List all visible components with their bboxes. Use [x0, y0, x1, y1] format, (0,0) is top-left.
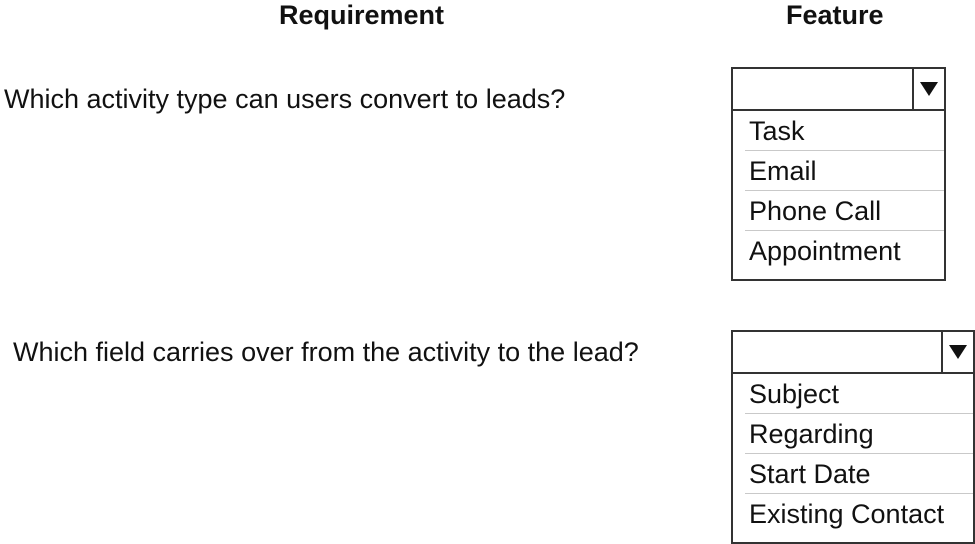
triangle-down-icon	[949, 345, 967, 359]
dropdown-toggle-button[interactable]	[912, 69, 944, 109]
requirement-header: Requirement	[279, 0, 445, 30]
question-2-text: Which field carries over from the activity to the lead?	[13, 337, 639, 367]
dropdown-option-start-date[interactable]: Start Date	[745, 454, 973, 494]
dropdown-option-existing-contact[interactable]: Existing Contact	[749, 499, 945, 529]
dropdown-option-regarding[interactable]: Regarding	[745, 414, 973, 454]
activity-type-dropdown[interactable]	[731, 67, 946, 281]
dropdown-option-subject[interactable]: Subject	[745, 374, 973, 414]
dropdown-option-phone-call[interactable]: Phone Call	[745, 191, 944, 231]
dropdown-option-task[interactable]: Task	[745, 111, 944, 151]
dropdown-option-appointment[interactable]: Appointment	[749, 236, 901, 266]
dropdown-options-list	[733, 374, 973, 534]
dropdown-toggle-button[interactable]	[941, 332, 973, 372]
dropdown-option-email[interactable]: Email	[745, 151, 944, 191]
question-1-text: Which activity type can users convert to leads?	[4, 84, 566, 114]
carried-field-dropdown[interactable]	[731, 330, 975, 544]
dropdown-selected-value[interactable]	[733, 332, 973, 374]
feature-header: Feature	[786, 0, 884, 30]
dropdown-selected-value[interactable]	[733, 69, 944, 111]
triangle-down-icon	[920, 82, 938, 96]
dropdown-options-list	[733, 111, 944, 271]
